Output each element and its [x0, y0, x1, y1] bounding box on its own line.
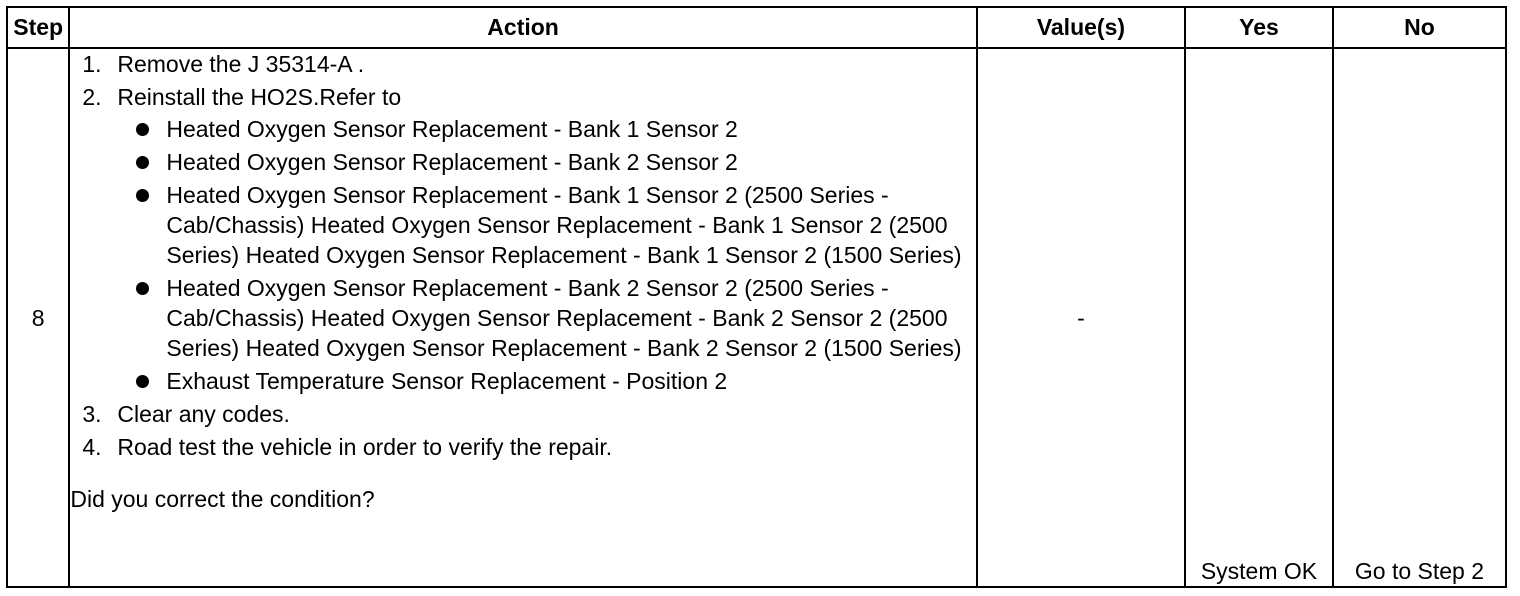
- step-number: 8: [7, 48, 69, 587]
- action-step-3: [70, 399, 975, 429]
- header-no: No: [1333, 7, 1506, 48]
- step-text: Remove the J 35314-A .: [117, 51, 365, 77]
- no-result[interactable]: Go to Step 2: [1333, 48, 1506, 587]
- action-cell: [69, 48, 976, 587]
- yes-result[interactable]: System OK: [1185, 48, 1333, 587]
- reference-list: [117, 114, 975, 396]
- table-row: [7, 48, 1506, 587]
- reference-text: Heated Oxygen Sensor Replacement - Bank 1 Sensor 2: [166, 116, 738, 142]
- step-text: Road test the vehicle in order to verify the repair.: [117, 434, 613, 460]
- bullet-icon: [136, 189, 149, 202]
- values-cell: -: [977, 48, 1185, 587]
- reference-item[interactable]: [117, 147, 975, 177]
- reference-text: Exhaust Temperature Sensor Replacement - Position 2: [166, 368, 728, 394]
- header-row: [7, 7, 1506, 48]
- step-index: 2.: [82, 84, 102, 110]
- bullet-icon: [136, 282, 149, 295]
- reference-item[interactable]: [117, 114, 975, 144]
- action-step-4: [70, 432, 975, 462]
- step-text: Clear any codes.: [117, 401, 290, 427]
- step-index: 1.: [82, 51, 102, 77]
- bullet-icon: [136, 123, 149, 136]
- header-step: Step: [7, 7, 69, 48]
- reference-text: Heated Oxygen Sensor Replacement - Bank 2 Sensor 2: [166, 149, 738, 175]
- reference-item[interactable]: [117, 180, 975, 270]
- header-action: Action: [69, 7, 976, 48]
- reference-text: Heated Oxygen Sensor Replacement - Bank 1 Sensor 2 (2500 Series - Cab/Chassis) Heated Oxygen Sensor Replacement - Bank 1 Sensor 2 (2500 Series) Heated Oxygen Sensor Replacement - Bank 1 Sensor 2 (1500 Series): [166, 182, 962, 268]
- reference-text: Heated Oxygen Sensor Replacement - Bank 2 Sensor 2 (2500 Series - Cab/Chassis) Heated Oxygen Sensor Replacement - Bank 2 Sensor 2 (2500 Series) Heated Oxygen Sensor Replacement - Bank 2 Sensor 2 (1500 Series): [166, 275, 962, 361]
- bullet-icon: [136, 156, 149, 169]
- action-steps: [70, 49, 975, 462]
- step-index: 3.: [82, 401, 102, 427]
- step-index: 4.: [82, 434, 102, 460]
- header-values: Value(s): [977, 7, 1185, 48]
- step-text: Reinstall the HO2S.Refer to: [117, 84, 402, 110]
- question-text: Did you correct the condition?: [70, 486, 375, 512]
- reference-item[interactable]: [117, 366, 975, 396]
- action-step-1: [70, 49, 975, 79]
- reference-item[interactable]: [117, 273, 975, 363]
- header-yes: Yes: [1185, 7, 1333, 48]
- diagnostic-table: [6, 6, 1507, 588]
- action-step-2: [70, 82, 975, 396]
- bullet-icon: [136, 375, 149, 388]
